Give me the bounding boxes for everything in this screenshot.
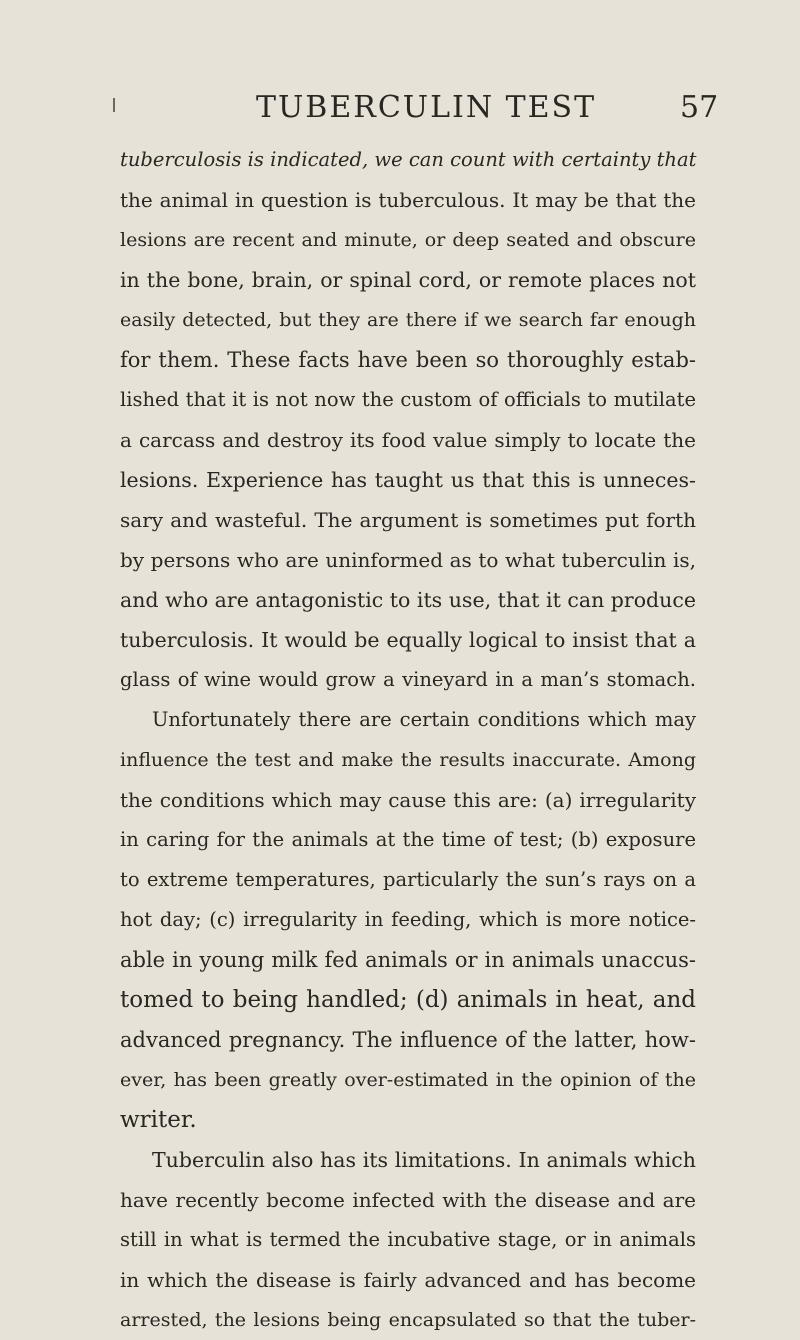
text-line: for them. These facts have been so thoroughly estab- (120, 348, 696, 372)
text-line: to extreme temperatures, particularly the sun’s rays on a (120, 868, 696, 891)
text-line: in caring for the animals at the time of test; (b) exposure (120, 828, 696, 851)
text-line: writer. (120, 1107, 197, 1133)
text-line: ever, has been greatly over-estimated in the opinion of the (120, 1069, 696, 1091)
text-line: tuberculosis is indicated, we can count with certainty that (120, 148, 697, 171)
text-line: sary and wasteful. The argument is sometimes put forth (120, 508, 696, 532)
text-line: the conditions which may cause this are: (a) irregularity (120, 788, 696, 812)
text-line: influence the test and make the results inaccurate. Among (120, 749, 696, 771)
text-line: by persons who are uninformed as to what tuberculin is, (120, 548, 696, 572)
page-number: 57 (680, 90, 719, 125)
text-line: arrested, the lesions being encapsulated so that the tuber- (120, 1309, 696, 1331)
text-line: able in young milk fed animals or in animals unaccus- (120, 948, 696, 972)
text-line: easily detected, but they are there if we search far enough (120, 309, 696, 331)
text-line: lesions are recent and minute, or deep seated and obscure (120, 229, 696, 251)
text-line: lished that it is not now the custom of officials to mutilate (120, 388, 696, 411)
text-line: hot day; (c) irregularity in feeding, which is more notice- (120, 908, 696, 931)
text-line: Unfortunately there are certain conditions which may (152, 708, 696, 731)
text-line: tomed to being handled; (d) animals in heat, and (120, 987, 696, 1013)
text-line: have recently become infected with the disease and are (120, 1188, 696, 1212)
text-line: lesions. Experience has taught us that this is unneces- (120, 468, 696, 492)
text-line: in the bone, brain, or spinal cord, or remote places not (120, 268, 696, 292)
page-header (0, 90, 800, 130)
text-line: in which the disease is fairly advanced and has become (120, 1268, 696, 1292)
text-line: glass of wine would grow a vineyard in a man’s stomach. (120, 668, 696, 691)
text-line: a carcass and destroy its food value simply to locate the (120, 428, 696, 452)
running-title: TUBERCULIN TEST (256, 90, 597, 125)
text-line: and who are antagonistic to its use, that it can produce (120, 588, 696, 612)
text-line: Tuberculin also has its limitations. In animals which (152, 1148, 696, 1172)
text-line: tuberculosis. It would be equally logical to insist that a (120, 628, 696, 652)
text-line: advanced pregnancy. The influence of the latter, how- (120, 1028, 696, 1052)
text-line: the animal in question is tuberculous. It may be that the (120, 188, 696, 212)
text-line: still in what is termed the incubative stage, or in animals (120, 1228, 696, 1251)
